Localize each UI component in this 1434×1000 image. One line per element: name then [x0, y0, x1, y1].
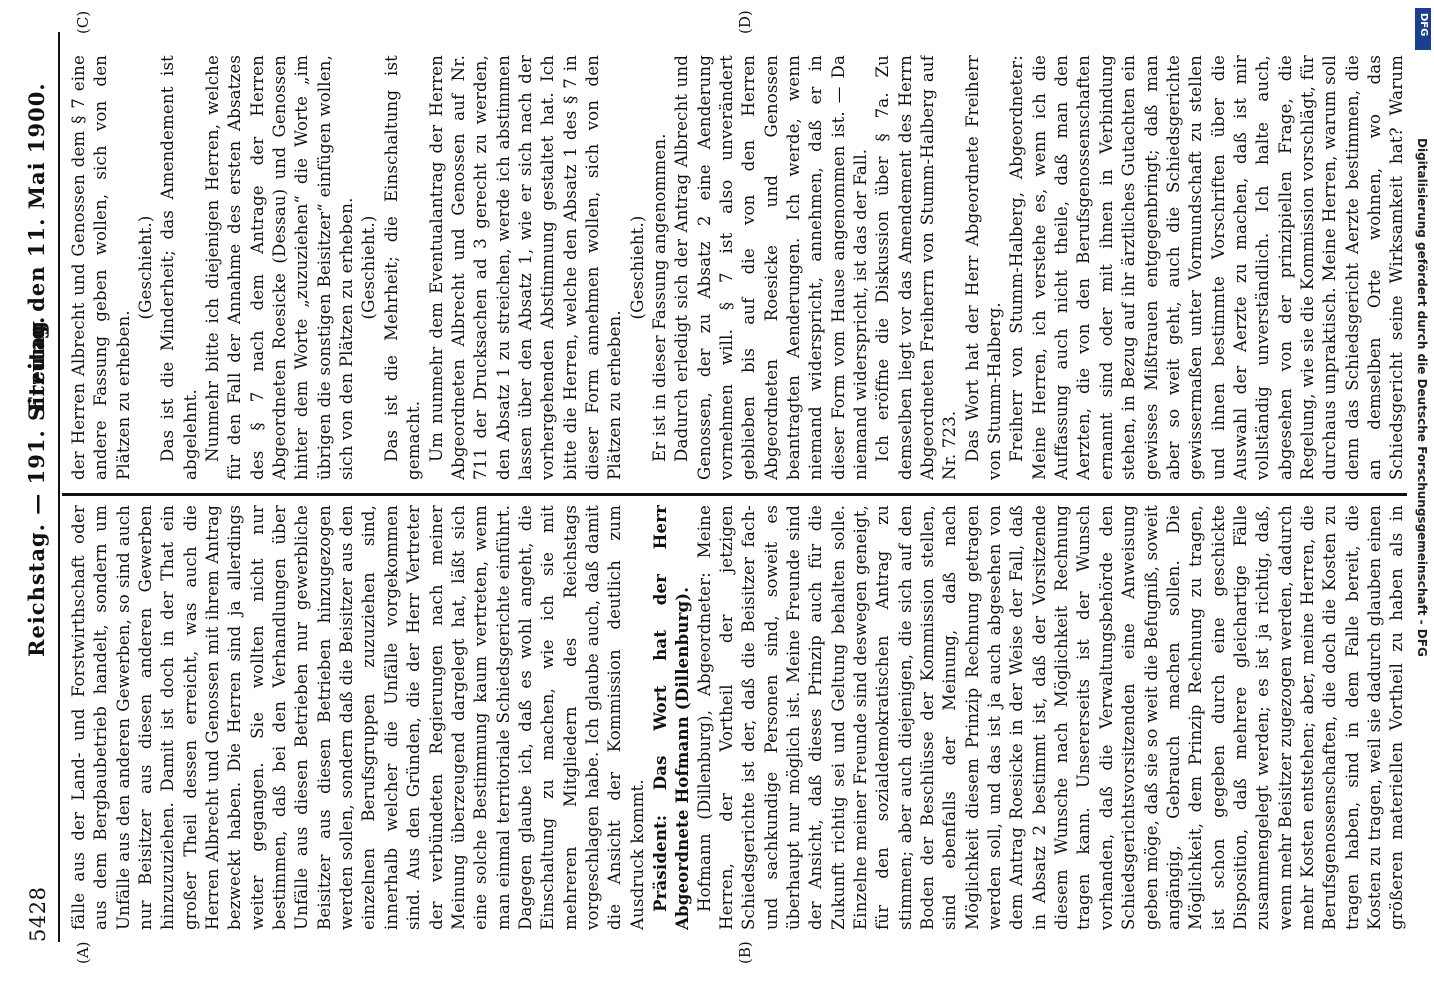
paragraph: (Geschieht.) — [136, 215, 156, 320]
page-number: 5428 — [26, 886, 50, 942]
paragraph: (Geschieht.) — [359, 215, 379, 320]
paragraph: Nunmehr bitte ich diejenigen Herren, welche für den Fall der Annahme des ersten Absatzes des § 7 nach dem Antrage der Herren Abgeordneten Roesicke (Dessau) und Genossen hinter dem Worte „zuzuziehen“ die Worte „im übrigen die sonstigen Beisitzer“ einfügen wollen, sich von den Plätzen zu erheben. — [203, 55, 357, 480]
paragraph: Er ist in dieser Fassung angenommen. — [649, 133, 669, 462]
header-rule — [58, 32, 60, 942]
paragraph: Dadurch erledigt sich der Antrag Albrecht und Genossen, der zu Absatz 2 eine Aenderung vornehmen will. § 7 ist also unverändert geblieben bis auf die von den Herren Abgeordneten Roesicke und Genossen beantragten Aenderungen. Ich werde, wenn niemand widerspricht, annehmen, daß er in dieser Form vom Hause angenommen ist. — Da niemand widerspricht, ist das der Fall. — [672, 55, 871, 480]
paragraph: Das Wort hat der Herr Abgeordnete Freiherr von Stumm-Halberg. — [962, 55, 1005, 480]
left-text-column — [68, 505, 1408, 930]
paragraph: Ich eröffne die Diskussion über § 7a. Zu demselben liegt vor das Amendement des Herrn Abgeordneten Freiherrn von Stumm-Halberg auf Nr. 723. — [873, 55, 960, 480]
paragraph: Um nunmehr dem Eventualantrag der Herren Abgeordneten Albrecht und Genossen auf Nr. 711 der Drucksachen ad 3 gerecht zu werden, den Absatz 1 zu streichen, werde ich abstimmen lassen über den Absatz 1, wie er sich nach der vorhergehenden Abstimmung gestaltet hat. Ich bitte die Herren, welche den Absatz 1 des § 7 in dieser Form annehmen wollen, sich von den Plätzen zu erheben. — [426, 55, 625, 480]
paragraph: Hofmann (Dillenburg), Abgeordneter: Meine Herren, der Vortheil der jetzigen Schiedsgerichte ist der, daß die Beisitzer fach- und sachkundige Personen sind, soweit es überhaupt nur möglich ist. Meine Freunde sind der Ansicht, daß dieses Prinzip auch für die Zukunft richtig sei und Geltung behalten solle. Einzelne meiner Freunde sind deswegen geneigt, für den sozialdemokratischen Antrag zu stimmen; aber auch diejenigen, die sich auf den Boden der Beschlüsse der Kommission stellen, sind ebenfalls der Meinung, daß nach Möglichkeit diesem Prinzip Rechnung getragen werden soll, und das ist ja auch abgesehen von dem Antrag Roesicke in der Weise der Fall, daß in Absatz 2 bestimmt ist, daß der Vorsitzende diesem Wunsche nach Möglichkeit Rechnung tragen kann. Unsererseits ist der Wunsch vorhanden, daß die Verwaltungsbehörde den Schiedsgerichtsvorsitzenden eine Anweisung geben möge, daß sie so weit die Befugniß, soweit angängig, Gebrauch machen sollen. Die Möglichkeit, dem Prinzip Rechnung zu tragen, ist schon gegeben durch eine geschickte Disposition, daß mehrere gleichartige Fälle zusammengelegt werden; es ist ja richtig, daß, wenn mehr Beisitzer zugezogen werden, dadurch mehr Kosten entstehen; aber, meine Herren, die Berufsgenossenschaften, die doch die Kosten zu tragen haben, sind in dem Falle bereit, die Kosten zu tragen, weil sie dadurch glauben einen größeren materiellen Vortheil zu haben als in — [694, 505, 1407, 930]
paragraph: Präsident: Das Wort hat der Herr Abgeordnete Hofmann (Dillenburg). — [649, 505, 693, 930]
paragraph: fälle aus der Land- und Forstwirthschaft oder aus dem Bergbaubetrieb handelt, sondern um Unfälle aus den anderen Gewerben, so sind auch nur Beisitzer aus diesen anderen Gewerben hinzuzuziehen. Damit ist doch in der That ein großer Theil dessen erreicht, was auch die Herren Albrecht und Genossen mit ihrem Antrag bezweckt haben. Die Herren sind ja allerdings weiter gegangen. Sie wollten nicht nur bestimmen, daß bei den Verhandlungen über Unfälle aus diesen Betrieben nur gewerbliche Beisitzer aus diesen Betrieben hinzugezogen werden sollen, sondern daß die Beisitzer aus den einzelnen Berufsgruppen zuzuziehen sind, innerhalb welcher die Unfälle vorgekommen sind. Aus den Gründen, die der Herr Vertreter der verbündeten Regierungen nach meiner Meinung überzeugend dargelegt hat, läßt sich eine solche Bestimmung kaum vertreten, wenn man einmal territoriale Schiedsgerichte einführt. Dagegen glaube ich, daß es wohl angeht, die Einschaltung zu machen, wie ich sie mit mehreren Mitgliedern des Reichstags vorgeschlagen habe. Ich glaube auch, daß damit die Ansicht der Kommission deutlich zum Ausdruck kommt. — [69, 505, 647, 930]
margin-mark-b: (B) — [736, 941, 754, 964]
column-divider — [62, 493, 1407, 496]
header-right-title: Freitag den 11. Mai 1900. — [24, 82, 49, 412]
margin-mark-a: (A) — [74, 941, 92, 964]
page-header — [20, 32, 56, 942]
paragraph: (Geschieht.) — [627, 215, 647, 320]
digitization-credit — [1415, 8, 1431, 993]
right-text-column — [68, 55, 1408, 480]
paragraph: der Herren Albrecht und Genossen dem § 7 eine andere Fassung geben wollen, sich von den Plätzen zu erheben. — [69, 55, 133, 480]
margin-mark-d: (D) — [736, 10, 754, 34]
paragraph: Das ist die Minderheit; das Amendement ist abgelehnt. — [158, 55, 200, 480]
dfg-logo: DFG — [1415, 8, 1431, 50]
paragraph: Freiherr von Stumm-Halberg, Abgeordneter: Meine Herren, ich verstehe es, wenn ich die Auffassung auch nicht theile, daß man den Aerzten, die von den Berufsgenossenschaften ernannt sind oder mit ihnen in Verbindung stehen, in Bezug auf ihr ärztliches Gutachten ein gewisses Mißtrauen entgegenbringt; daß man aber so weit geht, auch die Schiedsgerichte gewissermaßen unter Vormundschaft zu stellen und ihnen bestimmte Vorschriften über die Auswahl der Aerzte zu machen, daß ist mir vollständig unverständlich. Ich halte auch, abgesehen von der prinzipiellen Frage, die Regelung, wie sie die Kommission vorschlägt, für durchaus unpraktisch. Meine Herren, warum soll denn das Schiedsgericht Aerzte bestimmen, die an demselben Orte wohnen, wo das Schiedsgericht seine Wirksamkeit hat? Warum — [1007, 55, 1407, 480]
paragraph: Das ist die Mehrheit; die Einschaltung ist gemacht. — [381, 55, 424, 480]
margin-mark-c: (C) — [74, 10, 92, 34]
credit-text: Digitalisierung gefördert durch die Deutsche Forschungsgemeinschaft - DFG — [1415, 138, 1429, 657]
header-left-title: Reichstag. — 191. Sitzung. — [24, 315, 49, 657]
